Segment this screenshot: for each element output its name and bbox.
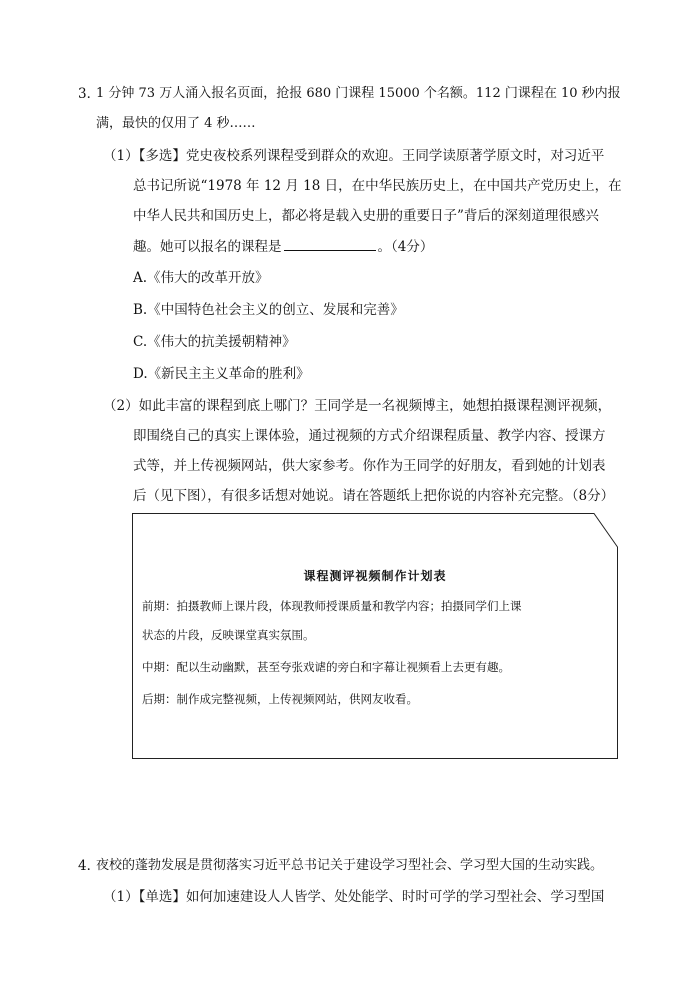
q3-sub2-line4: 后（见下图），有很多话想对她说。请在答题纸上把你说的内容补充完整。（8分） bbox=[133, 488, 615, 504]
plan-table-box bbox=[132, 513, 618, 759]
q3-sub1-line3: 中华人民共和国历史上，都必将是载入史册的重要日子”背后的深刻道理很感兴 bbox=[133, 208, 599, 224]
plan-early-line1: 前期：拍摄教师上课片段，体现教师授课质量和教学内容；拍摄同学们上课 bbox=[142, 599, 522, 613]
question-3-intro-line1: 1 分钟 73 万人涌入报名页面，抢报 680 门课程 15000 个名额。112 门课程在 10 秒内报 bbox=[96, 86, 621, 101]
q3-sub1-line2: 总书记所说“1978 年 12 月 18 日，在中华民族历史上，在中国共产党历史上，在 bbox=[133, 178, 622, 194]
q3-sub2-line1: （2）如此丰富的课程到底上哪门？王同学是一名视频博主，她想拍摄课程测评视频， bbox=[103, 398, 612, 414]
option-d: D.《新民主主义革命的胜利》 bbox=[133, 366, 310, 382]
question-3-number: 3． bbox=[78, 86, 101, 102]
q3-sub1-line1: （1）【多选】党史夜校系列课程受到群众的欢迎。王同学读原著学原文时，对习近平 bbox=[103, 148, 605, 164]
option-c: C.《伟大的抗美援朝精神》 bbox=[133, 334, 296, 350]
plan-early-line2: 状态的片段，反映课堂真实氛围。 bbox=[142, 628, 315, 642]
q3-sub2-line2: 即围绕自己的真实上课体验，通过视频的方式介绍课程质量、教学内容、授课方 bbox=[133, 428, 606, 444]
option-b: B.《中国特色社会主义的创立、发展和完善》 bbox=[133, 302, 404, 318]
q4-sub1-line1: （1）【单选】如何加速建设人人皆学、处处能学、时时可学的学习型社会、学习型国 bbox=[103, 889, 605, 905]
q3-sub1-line4 bbox=[133, 236, 433, 257]
option-a: A.《伟大的改革开放》 bbox=[133, 270, 269, 286]
q3-sub1-line4-after: 。（4分） bbox=[377, 239, 434, 255]
question-3-intro-line2: 满，最快的仅用了 4 秒…… bbox=[96, 116, 256, 131]
question-4-number: 4． bbox=[78, 858, 101, 874]
plan-late: 后期：制作成完整视频，上传视频网站，供网友收看。 bbox=[142, 692, 418, 706]
plan-middle: 中期：配以生动幽默，甚至夸张戏谑的旁白和字幕让视频看上去更有趣。 bbox=[142, 660, 510, 674]
q3-sub1-line4-before: 趣。她可以报名的课程是 bbox=[133, 239, 282, 255]
plan-title: 课程测评视频制作计划表 bbox=[303, 569, 447, 583]
answer-blank[interactable] bbox=[284, 236, 376, 251]
question-4-intro: 夜校的蓬勃发展是贯彻落实习近平总书记关于建设学习型社会、学习型大国的生动实践。 bbox=[96, 858, 604, 873]
q3-sub2-line3: 式等，并上传视频网站，供大家参考。你作为王同学的好朋友，看到她的计划表 bbox=[133, 458, 606, 474]
